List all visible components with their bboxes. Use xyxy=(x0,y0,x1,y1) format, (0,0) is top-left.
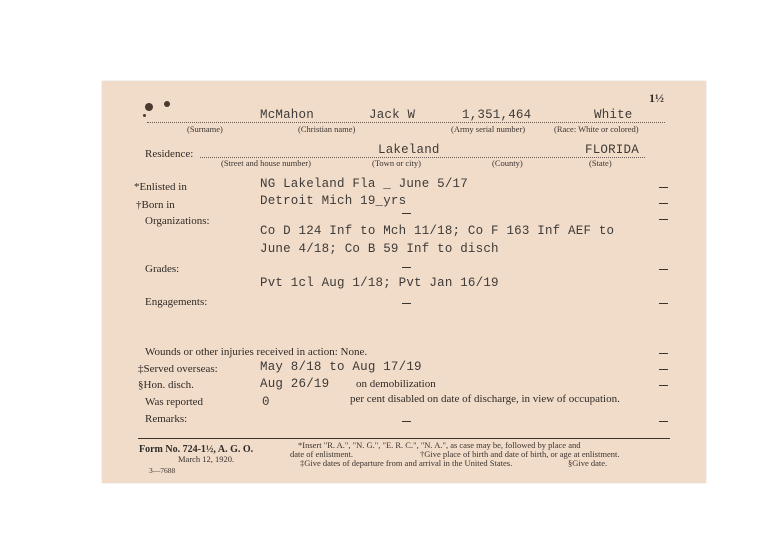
residence-state-value: FLORIDA xyxy=(585,143,639,157)
organizations-line-2: June 4/18; Co B 59 Inf to disch xyxy=(260,242,499,256)
ink-stain xyxy=(164,101,170,107)
was-reported-note: per cent disabled on date of discharge, in view of occupation. xyxy=(350,393,620,405)
footer-rule xyxy=(138,438,670,439)
corner-code: 1½ xyxy=(649,91,664,105)
footnote-enlistment: *Insert "R. A.", "N. G.", "E. R. C.", "N. A.", as case may be, followed by place and xyxy=(298,440,581,450)
christian-name-value: Jack W xyxy=(369,108,416,122)
engagements-dash xyxy=(402,303,411,304)
remarks-label: Remarks: xyxy=(145,413,188,425)
form-date: March 12, 1920. xyxy=(178,454,235,464)
served-overseas-value: May 8/18 to Aug 17/19 xyxy=(260,360,422,374)
engagements-end-dash xyxy=(659,303,668,304)
form-number: Form No. 724-1½, A. G. O. xyxy=(139,444,254,455)
born-value: Detroit Mich 19_yrs xyxy=(260,194,407,208)
town-caption: (Town or city) xyxy=(372,158,421,168)
form-code: 3—7688 xyxy=(149,466,176,475)
hon-disch-note: on demobilization xyxy=(356,378,436,390)
grades-end-dash xyxy=(659,269,668,270)
ink-stain xyxy=(145,103,153,111)
ink-stain xyxy=(143,114,146,117)
grades-value: Pvt 1cl Aug 1/18; Pvt Jan 16/19 xyxy=(260,276,499,290)
surname-value: McMahon xyxy=(260,108,314,122)
hon-disch-label: §Hon. disch. xyxy=(138,379,194,391)
county-caption: (County) xyxy=(492,158,523,168)
organizations-label: Organizations: xyxy=(145,215,210,227)
grades-label: Grades: xyxy=(145,263,180,275)
footnote-discharge: §Give date. xyxy=(568,458,608,468)
footnote-overseas: ‡Give dates of departure from and arrival in the United States. xyxy=(300,458,513,468)
enlisted-label: *Enlisted in xyxy=(134,181,187,193)
served-overseas-end-dash xyxy=(659,369,668,370)
grades-dash xyxy=(402,267,411,268)
enlisted-end-dash xyxy=(659,187,668,188)
street-caption: (Street and house number) xyxy=(221,158,311,168)
served-overseas-label: ‡Served overseas: xyxy=(138,363,218,375)
serial-number-value: 1,351,464 xyxy=(462,108,532,122)
race-caption: (Race: White or colored) xyxy=(554,124,639,134)
born-end-dash xyxy=(659,203,668,204)
serial-number-caption: (Army serial number) xyxy=(451,124,526,134)
wounds-end-dash xyxy=(659,353,668,354)
christian-name-caption: (Christian name) xyxy=(298,124,356,134)
organizations-end-dash xyxy=(659,219,668,220)
residence-label: Residence: xyxy=(145,148,194,160)
race-value: White xyxy=(594,108,633,122)
organizations-line-1: Co D 124 Inf to Mch 11/18; Co F 163 Inf AEF to xyxy=(260,224,615,238)
born-label: †Born in xyxy=(136,199,175,211)
organizations-dash xyxy=(402,213,411,214)
was-reported-value: 0 xyxy=(262,395,270,409)
footnote-enlistment-cont: date of enlistment. xyxy=(290,449,354,459)
surname-caption: (Surname) xyxy=(187,124,223,134)
engagements-label: Engagements: xyxy=(145,296,208,308)
enlisted-value: NG Lakeland Fla _ June 5/17 xyxy=(260,177,468,191)
was-reported-label: Was reported xyxy=(145,396,204,408)
footnote-birth: †Give place of birth and date of birth, or age at enlistment. xyxy=(420,449,620,459)
hon-disch-end-dash xyxy=(659,385,668,386)
remarks-end-dash xyxy=(659,421,668,422)
remarks-dash xyxy=(402,421,411,422)
wounds-label: Wounds or other injuries received in action: None. xyxy=(145,346,368,358)
header-line xyxy=(147,122,665,123)
state-caption: (State) xyxy=(589,158,612,168)
service-record-card xyxy=(102,81,706,483)
residence-town-value: Lakeland xyxy=(378,143,440,157)
hon-disch-value: Aug 26/19 xyxy=(260,377,330,391)
